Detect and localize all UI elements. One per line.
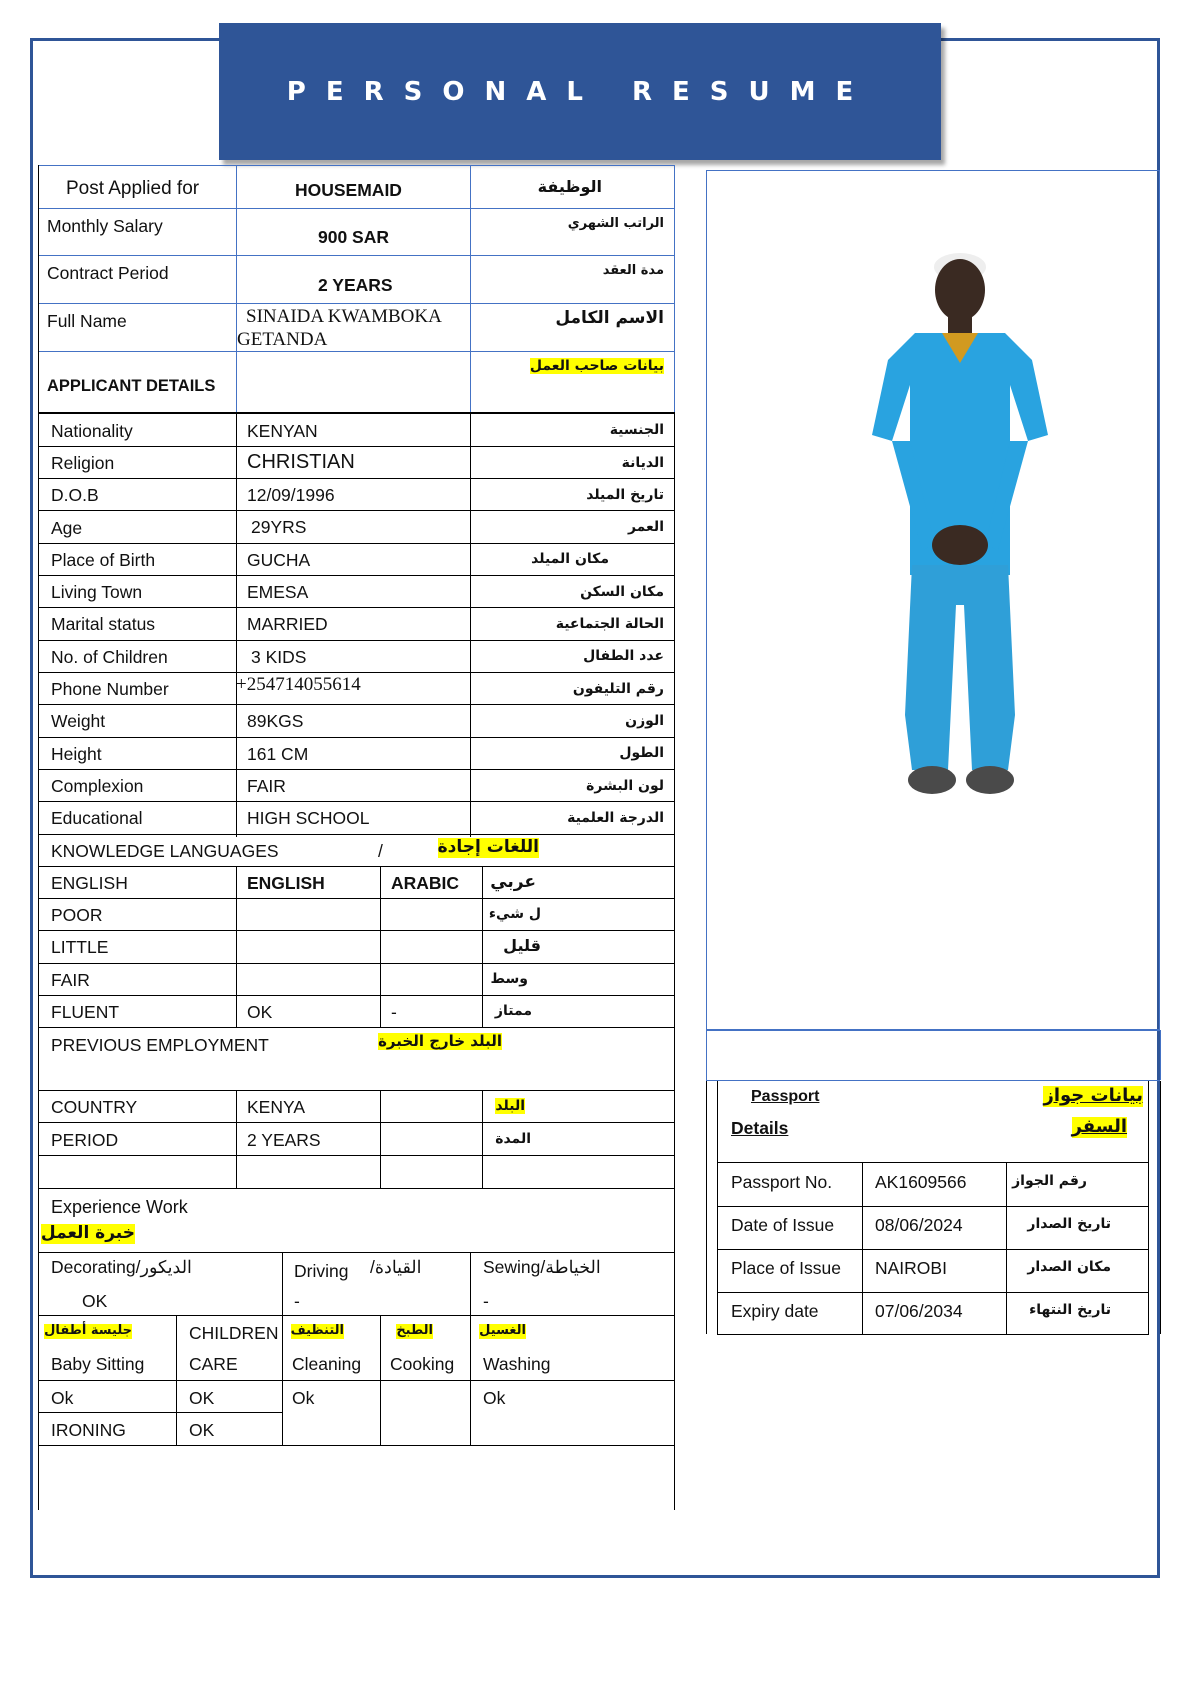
skill-washing-value: Ok bbox=[483, 1388, 506, 1408]
skill-cooking: Cooking bbox=[390, 1354, 455, 1374]
skill-driving: Driving bbox=[294, 1261, 349, 1281]
skill-children-line2: CARE bbox=[189, 1354, 238, 1374]
detail-value: HIGH SCHOOL bbox=[247, 808, 370, 828]
passport-arabic: بيانات جواز bbox=[1043, 1085, 1143, 1106]
lang-col-arabic-ar: عربي bbox=[490, 872, 536, 892]
detail-label: Living Town bbox=[51, 582, 143, 602]
passport-row-arabic: مكان الصدار bbox=[1027, 1259, 1111, 1275]
lang-col-english-bold: ENGLISH bbox=[247, 873, 325, 893]
fullname-label: Full Name bbox=[47, 311, 127, 331]
passport-row-label: Place of Issue bbox=[731, 1258, 841, 1278]
passport-row-arabic: رقم الجواز bbox=[1012, 1173, 1087, 1189]
contract-value: 2 YEARS bbox=[318, 275, 393, 295]
skill-washing-arabic: الغسيل bbox=[479, 1323, 526, 1338]
detail-value: GUCHA bbox=[247, 550, 311, 570]
skill-driving-value: - bbox=[294, 1291, 300, 1311]
detail-label: Place of Birth bbox=[51, 550, 156, 570]
passport-row-arabic: تاريخ النتهاء bbox=[1029, 1302, 1111, 1318]
salary-label: Monthly Salary bbox=[47, 216, 163, 236]
post-value: HOUSEMAID bbox=[295, 180, 402, 200]
detail-value: MARRIED bbox=[247, 614, 328, 634]
passport-title-2: Details bbox=[731, 1118, 789, 1138]
lang-level-arabic: قليل bbox=[503, 936, 541, 955]
detail-value: 161 CM bbox=[247, 744, 309, 764]
skill-cooking-arabic: الطبخ bbox=[396, 1323, 433, 1338]
experience-arabic: خبرة العمل bbox=[40, 1223, 135, 1243]
lang-level-label: POOR bbox=[51, 905, 103, 925]
skill-washing: Washing bbox=[483, 1354, 551, 1374]
detail-label: Nationality bbox=[51, 421, 133, 441]
applicant-details-label: APPLICANT DETAILS bbox=[47, 377, 216, 395]
detail-arabic: الوزن bbox=[625, 713, 664, 729]
detail-value: 3 KIDS bbox=[251, 647, 307, 667]
passport-row-label: Passport No. bbox=[731, 1172, 833, 1192]
languages-arabic: اللغات إجادة bbox=[437, 837, 539, 857]
passport-title: Passport bbox=[751, 1088, 820, 1105]
detail-arabic: الديانة bbox=[621, 455, 664, 471]
detail-arabic: الطول bbox=[619, 745, 664, 761]
skill-baby: Baby Sitting bbox=[51, 1354, 145, 1374]
contract-label: Contract Period bbox=[47, 263, 169, 283]
detail-value: 89KGS bbox=[247, 711, 304, 731]
detail-label: Religion bbox=[51, 453, 115, 473]
skill-baby-value: Ok bbox=[51, 1388, 74, 1408]
lang-level-label: LITTLE bbox=[51, 937, 109, 957]
skill-decorating: Decorating/الديكور bbox=[51, 1257, 192, 1277]
passport-row-value: 07/06/2034 bbox=[875, 1301, 963, 1321]
detail-label: No. of Children bbox=[51, 647, 168, 667]
prev-period-label: PERIOD bbox=[51, 1130, 119, 1150]
skill-baby-arabic: جليسة أطفال bbox=[44, 1323, 132, 1338]
salary-value: 900 SAR bbox=[318, 227, 390, 247]
skill-sewing: Sewing/الخياطة bbox=[483, 1257, 601, 1277]
detail-value: FAIR bbox=[247, 776, 286, 796]
detail-label: Height bbox=[51, 744, 102, 764]
skill-ironing: IRONING bbox=[51, 1420, 126, 1440]
lang-level-label: FLUENT bbox=[51, 1002, 120, 1022]
lang-level-arabic: ل شيء bbox=[488, 906, 541, 922]
passport-row-label: Expiry date bbox=[731, 1301, 819, 1321]
fullname-arabic: الاسم الكامل bbox=[555, 308, 664, 328]
passport-row-label: Date of Issue bbox=[731, 1215, 835, 1235]
lang-col-arabic: ARABIC bbox=[391, 873, 460, 893]
detail-label: Age bbox=[51, 518, 83, 538]
skill-ironing-value: OK bbox=[189, 1420, 215, 1440]
fullname-line2: GETANDA bbox=[237, 329, 328, 350]
detail-value: 29YRS bbox=[251, 517, 307, 537]
prev-country-label: COUNTRY bbox=[51, 1097, 138, 1117]
detail-arabic: لون البشرة bbox=[586, 778, 664, 794]
page-title: PERSONAL RESUME bbox=[286, 76, 874, 107]
experience-label: Experience Work bbox=[51, 1197, 188, 1217]
skill-cleaning-arabic: التنظيف bbox=[290, 1323, 344, 1338]
lang-level-english-value: OK bbox=[247, 1002, 273, 1022]
skill-cleaning-value: Ok bbox=[292, 1388, 315, 1408]
detail-value: EMESA bbox=[247, 582, 309, 602]
skill-cleaning: Cleaning bbox=[292, 1354, 362, 1374]
detail-label: Weight bbox=[51, 711, 106, 731]
lang-level-label: FAIR bbox=[51, 970, 90, 990]
languages-slash: / bbox=[378, 841, 383, 861]
detail-value: +254714055614 bbox=[236, 674, 361, 695]
detail-arabic: مكان السكن bbox=[580, 584, 664, 600]
lang-col-english: ENGLISH bbox=[51, 873, 128, 893]
detail-label: D.O.B bbox=[51, 485, 99, 505]
detail-label: Educational bbox=[51, 808, 143, 828]
detail-arabic: رقم التليفون bbox=[572, 681, 664, 697]
detail-value: CHRISTIAN bbox=[247, 451, 355, 473]
applicant-photo bbox=[860, 245, 1060, 805]
prev-emp-arabic: البلد خارج الخبرة bbox=[378, 1032, 502, 1050]
skill-children-value: OK bbox=[189, 1388, 215, 1408]
detail-arabic: الحالة الجتماعية bbox=[555, 616, 664, 632]
lang-level-arabic: ممتاز bbox=[494, 1003, 532, 1019]
detail-arabic: العمر bbox=[627, 519, 664, 535]
passport-arabic-2: السفر bbox=[1071, 1116, 1127, 1137]
skill-decorating-value: OK bbox=[82, 1291, 108, 1311]
title-banner bbox=[219, 23, 941, 160]
prev-period-arabic: المدة bbox=[495, 1131, 531, 1147]
lang-level-arabic: وسط bbox=[490, 971, 528, 987]
passport-row-arabic: تاريخ الصدار bbox=[1027, 1216, 1111, 1232]
detail-label: Marital status bbox=[51, 614, 156, 634]
prev-country-arabic: البلد bbox=[495, 1098, 525, 1114]
skill-children-line1: CHILDREN bbox=[189, 1323, 279, 1343]
prev-period-value: 2 YEARS bbox=[247, 1130, 321, 1150]
skill-driving-arabic: /القيادة bbox=[370, 1257, 422, 1277]
prev-emp-label: PREVIOUS EMPLOYMENT bbox=[51, 1035, 269, 1055]
detail-label: Complexion bbox=[51, 776, 144, 796]
detail-value: KENYAN bbox=[247, 421, 318, 441]
detail-value: 12/09/1996 bbox=[247, 485, 335, 505]
detail-arabic: الدرجة العلمية bbox=[567, 810, 664, 826]
detail-arabic: تاريخ الميلد bbox=[586, 487, 664, 503]
passport-row-value: AK1609566 bbox=[875, 1172, 967, 1192]
lang-level-arabic-value: - bbox=[391, 1002, 397, 1022]
detail-arabic: مكان الميلد bbox=[531, 551, 609, 567]
passport-row-value: NAIROBI bbox=[875, 1258, 947, 1278]
skill-sewing-value: - bbox=[483, 1291, 489, 1311]
applicant-details-arabic: بيانات صاحب العمل bbox=[529, 358, 664, 374]
salary-arabic: الراتب الشهري bbox=[567, 216, 664, 231]
post-arabic: الوظيفة bbox=[537, 177, 602, 196]
languages-label: KNOWLEDGE LANGUAGES bbox=[51, 841, 279, 861]
post-label: Post Applied for bbox=[66, 178, 200, 199]
detail-label: Phone Number bbox=[51, 679, 169, 699]
fullname-line1: SINAIDA KWAMBOKA bbox=[246, 306, 442, 327]
detail-arabic: الجنسية bbox=[609, 422, 664, 438]
passport-row-value: 08/06/2024 bbox=[875, 1215, 963, 1235]
contract-arabic: مدة العقد bbox=[602, 263, 664, 278]
prev-country-value: KENYA bbox=[247, 1097, 306, 1117]
detail-arabic: عدد الطفال bbox=[583, 648, 664, 664]
